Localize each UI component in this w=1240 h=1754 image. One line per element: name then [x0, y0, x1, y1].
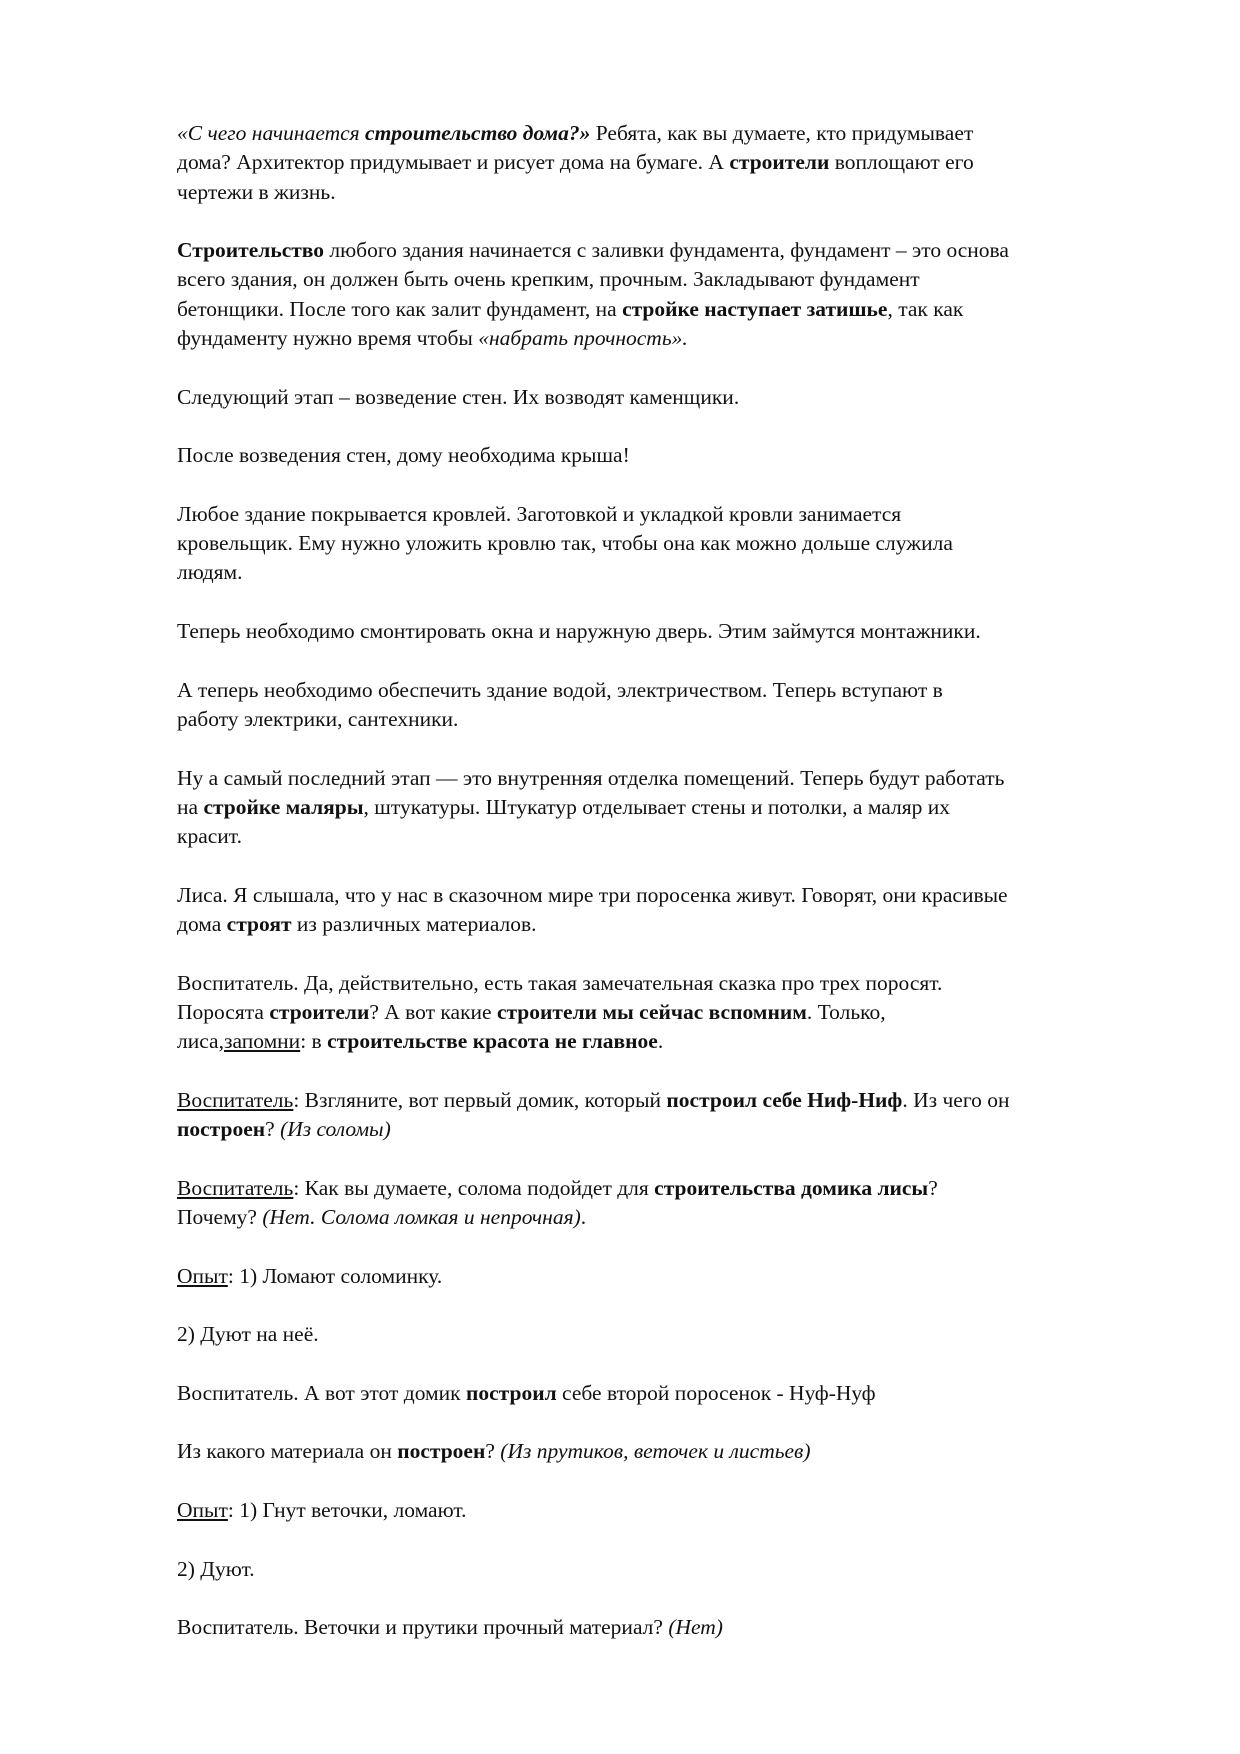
- text-line: [177, 1027, 1162, 1056]
- text-run: Поросята: [177, 999, 270, 1024]
- text-run: . Только,: [806, 999, 886, 1024]
- italic-text-run: «С чего начинается: [177, 121, 366, 145]
- text-line: [177, 881, 1162, 910]
- bold-text-run: строители мы сейчас вспомним: [496, 999, 807, 1024]
- paragraph: [177, 1262, 1162, 1291]
- paragraph: [177, 1320, 1162, 1349]
- italic-text-run: (Нет): [668, 1615, 723, 1640]
- text-run: . Из чего он: [902, 1087, 1010, 1112]
- bold-text-run: строители: [729, 150, 830, 175]
- paragraph: [177, 969, 1162, 1057]
- text-run: чертежи в жизнь.: [177, 179, 336, 204]
- italic-text-run: «набрать прочность».: [478, 326, 688, 351]
- paragraph: [177, 500, 1162, 588]
- paragraph: [177, 1496, 1162, 1525]
- bold-text-run: строительство дома?»: [365, 121, 591, 145]
- italic-text-run: (Из прутиков, веточек и листьев): [500, 1439, 811, 1464]
- bold-text-run: построил себе Ниф-Ниф: [666, 1087, 903, 1112]
- text-run: : Как вы думаете, солома подойдет для: [293, 1175, 655, 1200]
- bold-text-run: стройке наступает затишье: [622, 296, 888, 321]
- text-run: всего здания, он должен быть очень крепким, прочным. Закладывают фундамент: [177, 267, 920, 292]
- text-run: .: [657, 1029, 664, 1054]
- text-line: [177, 529, 1162, 558]
- text-run: на: [177, 794, 204, 819]
- underlined-text-run: Опыт: [177, 1497, 228, 1522]
- text-run: лиса,: [177, 1029, 224, 1054]
- text-run: Ребята, как вы думаете, кто придумывает: [590, 121, 974, 145]
- paragraph: [177, 1086, 1162, 1145]
- text-line: [177, 441, 1162, 470]
- text-run: красит.: [177, 824, 242, 849]
- text-line: [177, 998, 1162, 1027]
- paragraph: [177, 1555, 1162, 1584]
- text-line: [177, 1613, 1162, 1642]
- text-run: : в: [300, 1029, 328, 1054]
- text-run: любого здания начинается с заливки фундамента, фундамент – это основа: [324, 238, 1009, 263]
- text-line: [177, 324, 1162, 353]
- bold-text-run: построен: [397, 1439, 486, 1464]
- text-line: [177, 1496, 1162, 1525]
- text-run: дома? Архитектор придумывает и рисует дома на бумаге. А: [177, 150, 730, 175]
- text-line: [177, 1115, 1162, 1144]
- text-line: [177, 178, 1162, 207]
- text-run: , так как: [887, 296, 964, 321]
- text-line: [177, 558, 1162, 587]
- paragraph: [177, 764, 1162, 852]
- text-run: Почему?: [177, 1204, 263, 1229]
- text-run: себе второй поросенок - Нуф-Нуф: [556, 1380, 876, 1405]
- text-line: [177, 265, 1162, 294]
- text-line: [177, 119, 1162, 148]
- paragraph: [177, 1613, 1162, 1642]
- underlined-text-run: запомни: [223, 1029, 301, 1054]
- bold-text-run: строительства домика лисы: [654, 1175, 929, 1200]
- text-line: [177, 1174, 1162, 1203]
- text-run: фундаменту нужно время чтобы: [177, 326, 479, 351]
- text-run: работу электрики, сантехники.: [177, 706, 459, 731]
- paragraph: [177, 1379, 1162, 1408]
- document-page: [177, 119, 1162, 1672]
- bold-text-run: строят: [226, 912, 292, 937]
- paragraph: [177, 1174, 1162, 1233]
- bold-text-run: стройке маляры: [203, 794, 364, 819]
- text-line: [177, 969, 1162, 998]
- text-run: Лиса. Я слышала, что у нас в сказочном мире три поросенка живут. Говорят, они красивые: [177, 882, 1008, 907]
- text-line: [177, 148, 1162, 177]
- text-line: [177, 1203, 1162, 1232]
- text-line: [177, 705, 1162, 734]
- paragraph: [177, 383, 1162, 412]
- paragraph: [177, 1437, 1162, 1466]
- text-run: Любое здание покрывается кровлей. Заготовкой и укладкой кровли занимается: [177, 501, 902, 526]
- italic-text-run: (Из соломы): [280, 1117, 391, 1142]
- text-line: [177, 383, 1162, 412]
- bold-text-run: строители: [269, 999, 370, 1024]
- bold-text-run: Строительство: [177, 238, 325, 263]
- text-run: Воспитатель. А вот этот домик: [177, 1380, 466, 1405]
- text-line: [177, 1320, 1162, 1349]
- text-run: .: [580, 1204, 587, 1229]
- text-line: [177, 822, 1162, 851]
- text-run: 2) Дуют на неё.: [177, 1322, 319, 1347]
- text-run: из различных материалов.: [291, 912, 537, 937]
- text-run: ? А вот какие: [369, 999, 497, 1024]
- text-line: [177, 295, 1162, 324]
- text-run: : 1) Гнут веточки, ломают.: [227, 1497, 467, 1522]
- text-line: [177, 500, 1162, 529]
- text-line: [177, 1262, 1162, 1291]
- text-run: Ну а самый последний этап — это внутренняя отделка помещений. Теперь будут работать: [177, 765, 1005, 790]
- text-run: Из какого материала он: [177, 1439, 398, 1464]
- text-run: ?: [485, 1439, 501, 1464]
- underlined-text-run: Воспитатель: [177, 1087, 294, 1112]
- text-line: [177, 1437, 1162, 1466]
- text-run: Воспитатель. Веточки и прутики прочный материал?: [177, 1615, 669, 1640]
- text-line: [177, 236, 1162, 265]
- paragraph: [177, 617, 1162, 646]
- underlined-text-run: Воспитатель: [177, 1175, 294, 1200]
- text-run: ?: [265, 1117, 281, 1142]
- text-run: Воспитатель. Да, действительно, есть такая замечательная сказка про трех поросят.: [177, 970, 943, 995]
- text-run: 2) Дуют.: [177, 1556, 255, 1581]
- paragraph: [177, 441, 1162, 470]
- text-run: , штукатуры. Штукатур отделывает стены и потолки, а маляр их: [363, 794, 951, 819]
- text-line: [177, 617, 1162, 646]
- paragraph: [177, 881, 1162, 940]
- text-run: бетонщики. После того как залит фундамент, на: [177, 296, 623, 321]
- bold-text-run: построен: [177, 1117, 266, 1142]
- text-run: кровельщик. Ему нужно уложить кровлю так, чтобы она как можно дольше служила: [177, 531, 953, 556]
- text-run: Следующий этап – возведение стен. Их возводят каменщики.: [177, 384, 740, 409]
- italic-text-run: (Нет. Солома ломкая и непрочная): [262, 1204, 581, 1229]
- text-run: ?: [928, 1175, 938, 1200]
- text-run: А теперь необходимо обеспечить здание водой, электричеством. Теперь вступают в: [177, 677, 943, 702]
- paragraph: [177, 676, 1162, 735]
- text-run: : 1) Ломают соломинку.: [227, 1263, 443, 1288]
- text-run: людям.: [177, 560, 243, 585]
- underlined-text-run: Опыт: [177, 1263, 228, 1288]
- text-line: [177, 1379, 1162, 1408]
- bold-text-run: построил: [465, 1380, 557, 1405]
- text-run: воплощают его: [829, 150, 974, 175]
- bold-text-run: строительстве красота не главное: [327, 1029, 658, 1054]
- text-line: [177, 910, 1162, 939]
- paragraph: [177, 236, 1162, 353]
- text-run: Теперь необходимо смонтировать окна и наружную дверь. Этим займутся монтажники.: [177, 619, 981, 644]
- text-run: дома: [177, 912, 227, 937]
- text-line: [177, 793, 1162, 822]
- text-run: После возведения стен, дому необходима крыша!: [177, 443, 630, 468]
- text-line: [177, 764, 1162, 793]
- text-line: [177, 1086, 1162, 1115]
- text-line: [177, 676, 1162, 705]
- text-run: : Взгляните, вот первый домик, который: [293, 1087, 667, 1112]
- paragraph: [177, 119, 1162, 207]
- text-line: [177, 1555, 1162, 1584]
